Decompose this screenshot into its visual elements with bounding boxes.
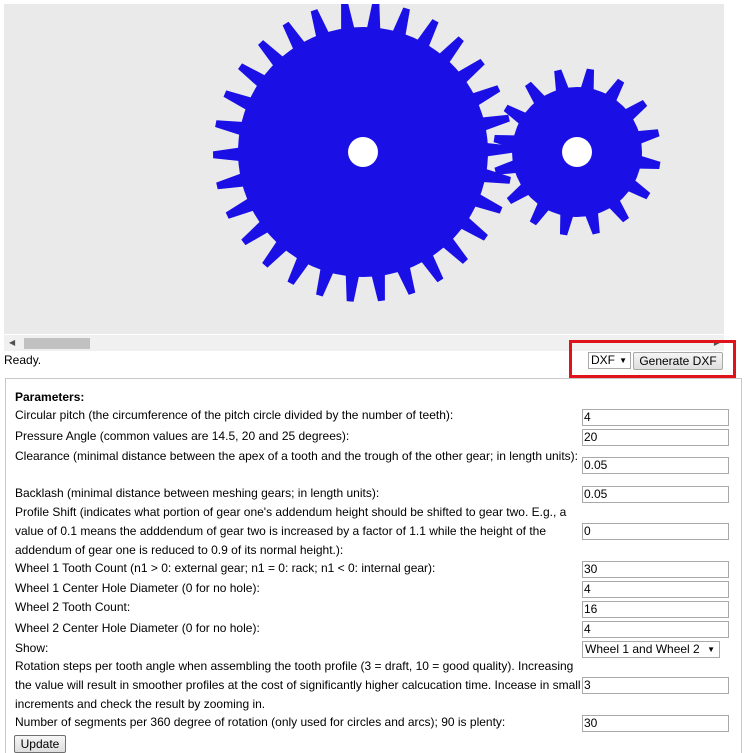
wheel-1-hole-label: Wheel 1 Center Hole Diameter (0 for no hole):	[15, 581, 260, 595]
wheel-2-hole-input[interactable]: 4	[582, 621, 729, 638]
scrollbar-thumb[interactable]	[24, 338, 90, 349]
rotation-steps-input[interactable]: 3	[582, 677, 729, 694]
gear-drawing	[4, 4, 724, 334]
profile-shift-label: Profile Shift (indicates what portion of gear one's addendum height should be shifted to gear two. E.g., a value of 0.1 means the adddendum of gear two is increased by a factor of 1.1 while the height of the addendum of gear one is reduced to 0.9 of its normal height.):	[15, 505, 567, 557]
status-text: Ready.	[4, 353, 42, 367]
circular-pitch-input[interactable]: 4	[582, 409, 729, 426]
wheel-2-tooth-count-input[interactable]: 16	[582, 601, 729, 618]
wheel-2-center-hole	[562, 137, 592, 167]
segments-label: Number of segments per 360 degree of rotation (only used for circles and arcs); 90 is plenty:	[15, 715, 506, 729]
wheel-1-gear	[213, 4, 513, 302]
show-select-value: Wheel 1 and Wheel 2	[585, 642, 700, 656]
export-format-value: DXF	[591, 353, 615, 367]
show-label: Show:	[15, 641, 49, 655]
gear-preview-canvas[interactable]	[4, 4, 724, 334]
profile-shift-input[interactable]: 0	[582, 523, 729, 540]
chevron-down-icon: ▼	[619, 356, 627, 365]
pressure-angle-label: Pressure Angle (common values are 14.5, 20 and 25 degrees):	[15, 429, 350, 443]
wheel-2-tooth-count-label: Wheel 2 Tooth Count:	[15, 600, 131, 614]
backlash-label: Backlash (minimal distance between meshing gears; in length units):	[15, 486, 380, 500]
wheel-1-hole-input[interactable]: 4	[582, 581, 729, 598]
circular-pitch-label: Circular pitch (the circumference of the pitch circle divided by the number of teeth):	[15, 408, 454, 422]
clearance-label: Clearance (minimal distance between the apex of a tooth and the trough of the other gear; in length units):	[15, 449, 579, 463]
wheel-1-tooth-count-label: Wheel 1 Tooth Count (n1 > 0: external gear; n1 = 0: rack; n1 < 0: internal gear):	[15, 561, 436, 575]
rotation-steps-label: Rotation steps per tooth angle when assembling the tooth profile (3 = draft, 10 = good quality). Increasing the value will result in smoother profiles at the cost of significantly higher calcucation time. Incease in small increments and check the result by zooming in.	[15, 659, 581, 711]
backlash-input[interactable]: 0.05	[582, 486, 729, 503]
wheel-2-gear	[494, 69, 661, 236]
scroll-left-icon[interactable]: ◀	[9, 338, 16, 347]
segments-input[interactable]: 30	[582, 715, 729, 732]
parameters-title: Parameters:	[15, 390, 85, 404]
generate-dxf-button[interactable]: Generate DXF	[633, 352, 723, 370]
update-button[interactable]: Update	[14, 735, 66, 753]
wheel-2-hole-label: Wheel 2 Center Hole Diameter (0 for no hole):	[15, 621, 260, 635]
scroll-right-icon[interactable]: ▶	[713, 338, 720, 347]
clearance-input[interactable]: 0.05	[582, 457, 729, 474]
show-select[interactable]	[582, 641, 720, 658]
wheel-1-center-hole	[348, 137, 378, 167]
wheel-1-tooth-count-input[interactable]: 30	[582, 561, 729, 578]
chevron-down-icon: ▼	[707, 645, 715, 654]
pressure-angle-input[interactable]: 20	[582, 429, 729, 446]
export-format-select[interactable]	[588, 352, 631, 369]
